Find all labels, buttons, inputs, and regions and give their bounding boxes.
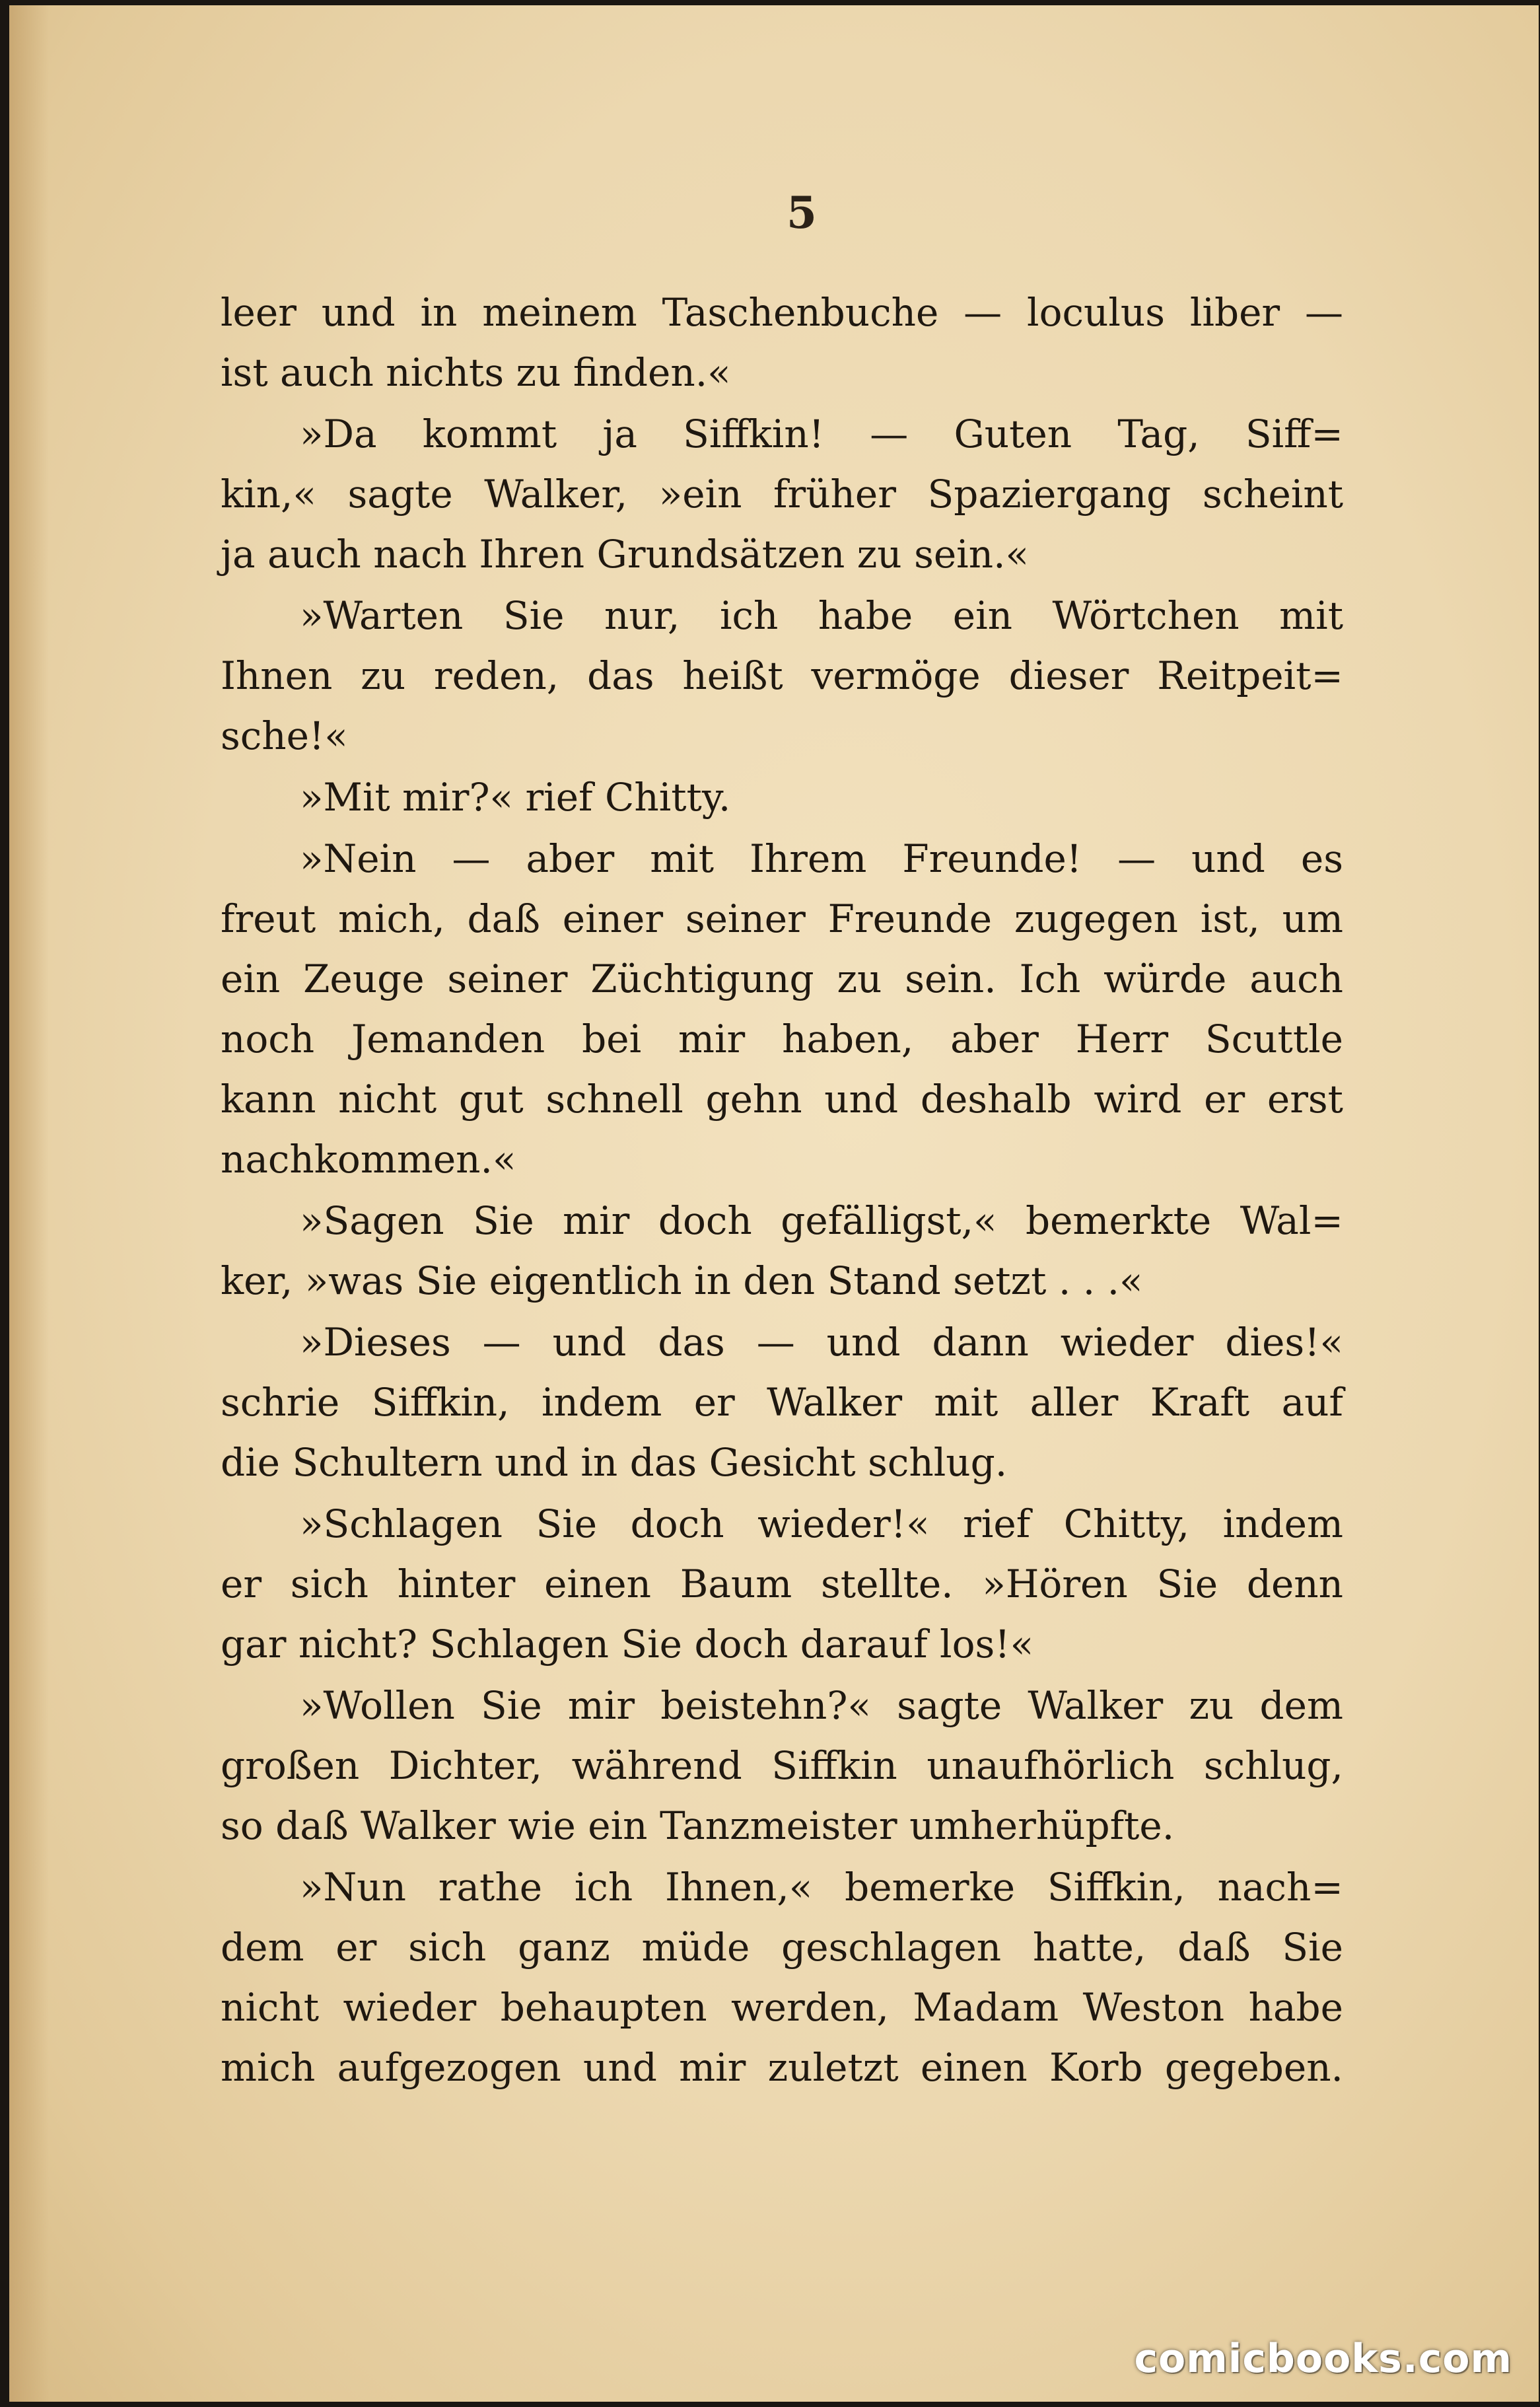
paragraph xyxy=(221,1676,1343,1856)
text-line: leer und in meinem Taschenbuche — loculus liber — xyxy=(221,290,1343,335)
text-line: ker, »was Sie eigentlich in den Stand setzt . . .« xyxy=(221,1258,1143,1303)
paragraph xyxy=(221,829,1343,1190)
text-line: schrie Siffkin, indem er Walker mit aller Kraft auf xyxy=(221,1380,1343,1425)
text-line: kin,« sagte Walker, »ein früher Spaziergang scheint xyxy=(221,472,1343,517)
body-text xyxy=(221,283,1343,2099)
text-line: kann nicht gut schnell gehn und deshalb wird er erst xyxy=(221,1077,1343,1122)
paragraph xyxy=(221,1494,1343,1674)
text-line: dem er sich ganz müde geschlagen hatte, daß Sie xyxy=(221,1925,1343,1970)
text-line: mich aufgezogen und mir zuletzt einen Korb gegeben. xyxy=(221,2045,1343,2090)
book-page xyxy=(9,5,1539,2402)
text-line: »Mit mir?« rief Chitty. xyxy=(300,775,731,820)
paragraph xyxy=(221,586,1343,766)
text-line: er sich hinter einen Baum stellte. »Hören Sie denn xyxy=(221,1562,1343,1606)
text-line: »Sagen Sie mir doch gefälligst,« bemerkte Wal= xyxy=(300,1198,1343,1243)
text-line: so daß Walker wie ein Tanzmeister umherhüpfte. xyxy=(221,1803,1175,1848)
text-line: ja auch nach Ihren Grundsätzen zu sein.« xyxy=(221,532,1030,577)
text-line: »Nun rathe ich Ihnen,« bemerke Siffkin, nach= xyxy=(300,1865,1343,1910)
page-number: 5 xyxy=(787,187,817,238)
text-line: »Nein — aber mit Ihrem Freunde! — und es xyxy=(300,836,1343,881)
text-line: »Schlagen Sie doch wieder!« rief Chitty, indem xyxy=(300,1501,1343,1546)
text-line: Ihnen zu reden, das heißt vermöge dieser Reitpeit= xyxy=(221,653,1343,698)
text-line: »Wollen Sie mir beistehn?« sagte Walker zu dem xyxy=(300,1683,1343,1728)
text-line: ein Zeuge seiner Züchtigung zu sein. Ich würde auch xyxy=(221,956,1343,1001)
text-line: »Da kommt ja Siffkin! — Guten Tag, Siff= xyxy=(300,412,1343,456)
watermark-logo: comicbooks.com xyxy=(1134,2336,1512,2382)
paragraph xyxy=(221,404,1343,585)
text-line: »Warten Sie nur, ich habe ein Wörtchen mit xyxy=(300,593,1343,638)
paragraph xyxy=(221,1191,1343,1311)
text-line: »Dieses — und das — und dann wieder dies!« xyxy=(300,1320,1343,1365)
text-line: großen Dichter, während Siffkin unaufhörlich schlug, xyxy=(221,1743,1343,1788)
text-line: freut mich, daß einer seiner Freunde zugegen ist, um xyxy=(221,896,1343,941)
text-line: gar nicht? Schlagen Sie doch darauf los!« xyxy=(221,1622,1034,1667)
paragraph xyxy=(221,1857,1343,2098)
text-line: sche!« xyxy=(221,713,348,758)
text-line: ist auch nichts zu finden.« xyxy=(221,350,731,395)
text-line: nicht wieder behaupten werden, Madam Weston habe xyxy=(221,1985,1343,2030)
text-line: noch Jemanden bei mir haben, aber Herr Scuttle xyxy=(221,1017,1343,1061)
paragraph xyxy=(221,768,1343,828)
paragraph xyxy=(221,283,1343,403)
text-line: die Schultern und in das Gesicht schlug. xyxy=(221,1440,1008,1485)
paragraph xyxy=(221,1312,1343,1493)
text-line: nachkommen.« xyxy=(221,1137,516,1182)
